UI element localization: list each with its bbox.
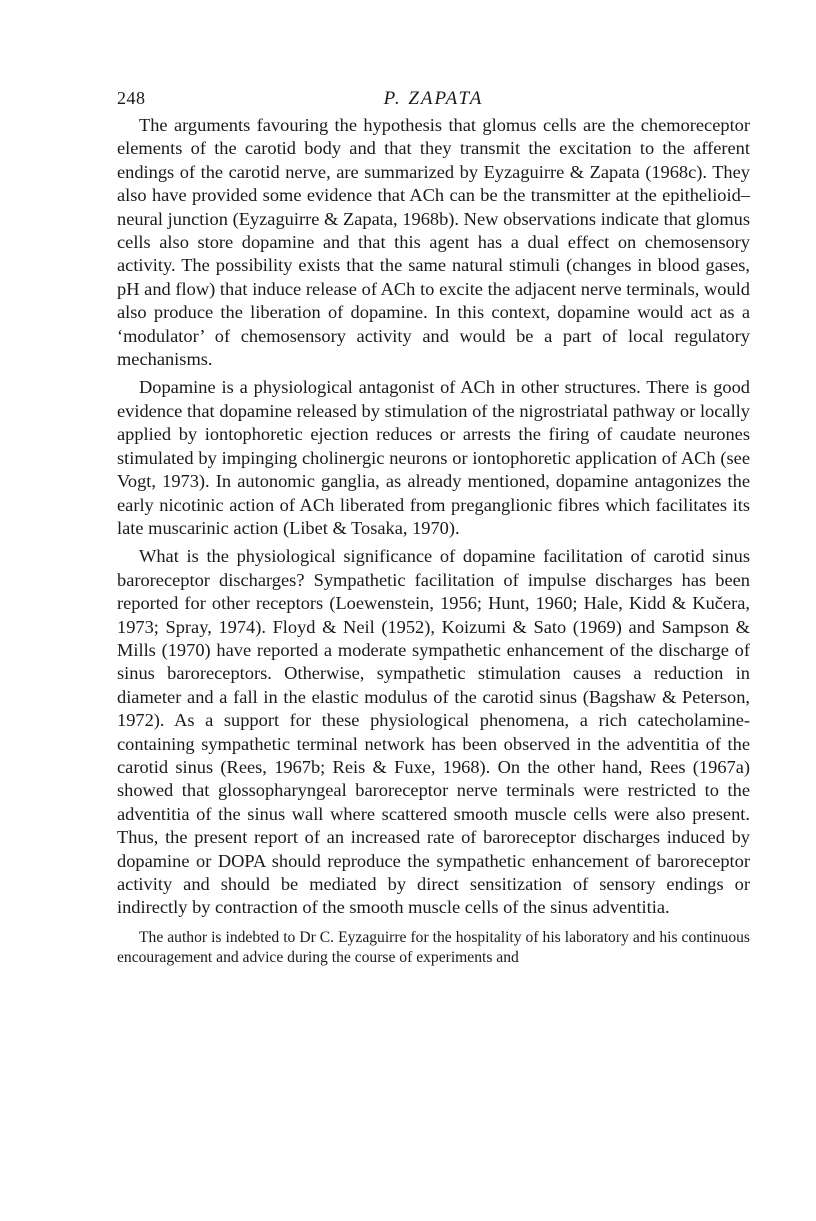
journal-page — [117, 88, 750, 969]
running-head-author: P. ZAPATA — [383, 88, 484, 109]
running-head — [117, 88, 750, 114]
paragraph-glomus-cells: The arguments favouring the hypothesis that glomus cells are the chemoreceptor elements of the carotid body and that they transmit the excitation to the afferent endings of the carotid nerve, are summarized by Eyzaguirre & Zapata (1968c). They also have provided some evidence that ACh can be the transmitter at the epithelioid–neural junction (Eyzaguirre & Zapata, 1968b). New observations indicate that glomus cells also store dopamine and that this agent has a dual effect on chemosensory activity. The possibility exists that the same natural stimuli (changes in blood gases, pH and flow) that induce release of ACh to excite the adjacent nerve terminals, would also produce the liberation of dopamine. In this context, dopamine would act as a ‘modulator’ of chemosensory activity and would be a part of local regulatory mechanisms. — [117, 115, 750, 370]
page-number: 248 — [117, 88, 146, 108]
paragraph-baroreceptor-significance: What is the physiological significance of dopamine facilitation of carotid sinus baroreceptor discharges? Sympathetic facilitation of impulse discharges has been reported for other receptors (Loewenstein, 1956; Hunt, 1960; Hale, Kidd & Kučera, 1973; Spray, 1974). Floyd & Neil (1952), Koizumi & Sato (1969) and Sampson & Mills (1970) have reported a moderate sympathetic enhancement of the discharge of sinus baroreceptors. Otherwise, sympathetic stimulation causes a reduction in diameter and a fall in the elastic modulus of the carotid sinus (Bagshaw & Peterson, 1972). As a support for these physiological phenomena, a rich catecholamine-containing sympathetic terminal network has been observed in the adventitia of the carotid sinus (Rees, 1967b; Reis & Fuxe, 1968). On the other hand, Rees (1967a) showed that glossopharyngeal baroreceptor nerve terminals were restricted to the adventitia of the sinus wall where scattered smooth muscle cells were also present. Thus, the present report of an increased rate of baroreceptor discharges induced by dopamine or DOPA should reproduce the sympathetic enhancement of baroreceptor activity and should be mediated by direct sensitization of sensory endings or indirectly by contraction of the smooth muscle cells of the sinus adventitia. — [117, 546, 750, 918]
paragraph-dopamine-antagonist: Dopamine is a physiological antagonist of ACh in other structures. There is good evidence that dopamine released by stimulation of the nigrostriatal pathway or locally applied by iontophoretic ejection reduces or arrests the firing of caudate neurones stimulated by impinging cholinergic neurons or iontophoretic application of ACh (see Vogt, 1973). In autonomic ganglia, as already mentioned, dopamine antagonizes the early nicotinic action of ACh liberated from preganglionic fibres which facilitates its late muscarinic action (Libet & Tosaka, 1970). — [117, 377, 750, 538]
body-text — [117, 114, 750, 920]
acknowledgement-text: The author is indebted to Dr C. Eyzaguirre for the hospitality of his laboratory and his continuous encouragement and advice during the course of experiments and — [117, 928, 750, 967]
